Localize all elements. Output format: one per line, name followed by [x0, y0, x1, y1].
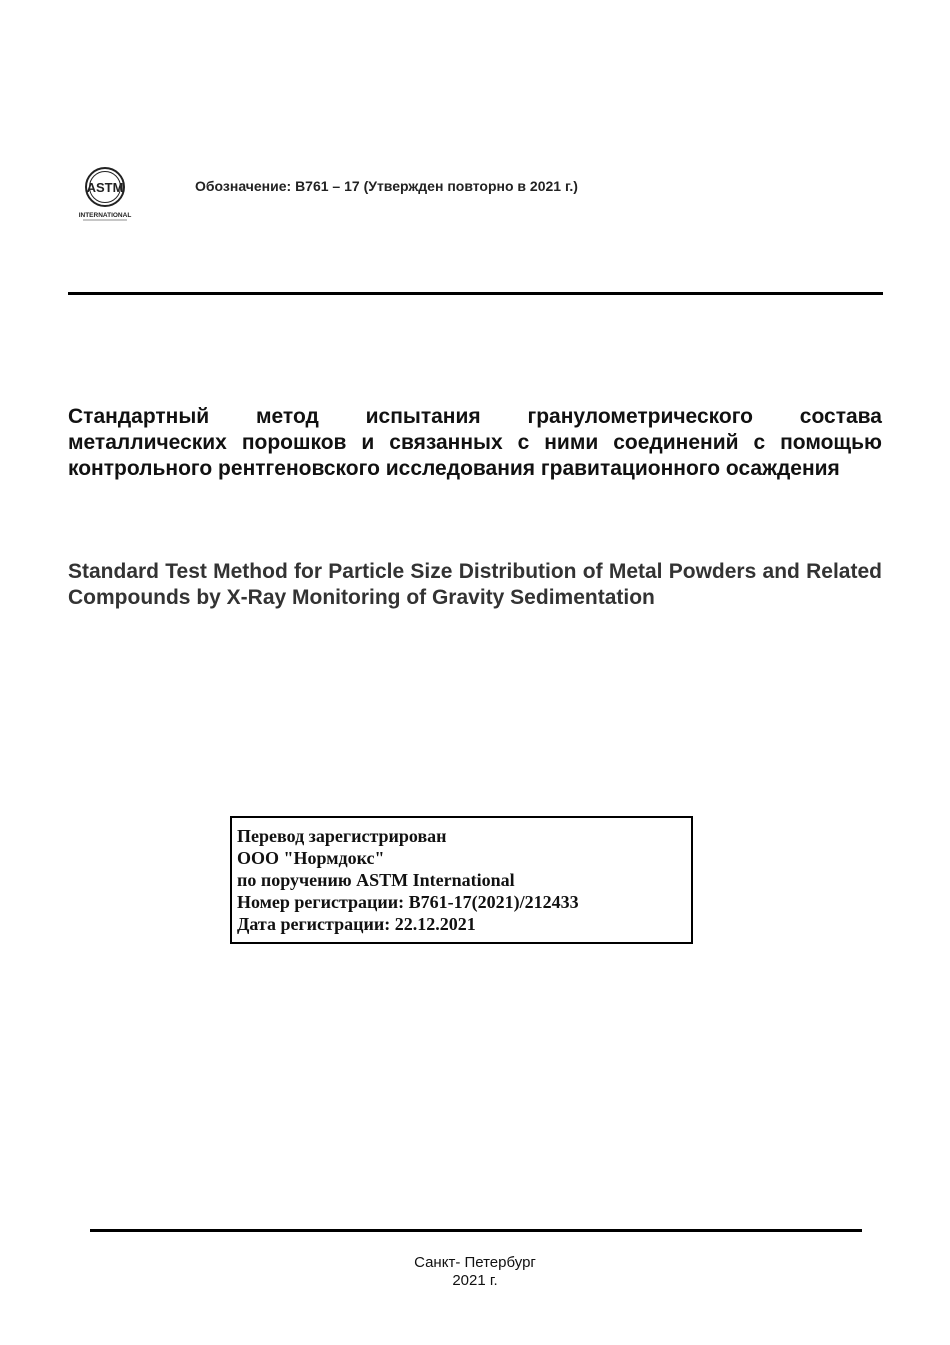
header-divider: [68, 292, 883, 295]
registration-company: ООО "Нормдокс": [237, 848, 385, 868]
svg-text:ASTM: ASTM: [86, 180, 124, 195]
registration-on-behalf: по поручению ASTM International: [237, 870, 515, 890]
document-designation: Обозначение: B761 – 17 (Утвержден повторно в 2021 г.): [195, 178, 578, 194]
title-russian: Стандартный метод испытания гранулометрического состава металлических порошков и связанных с ними соединений с помощью контрольного рентгеновского исследования гравитационного осаждения: [68, 405, 882, 480]
footer: [0, 1254, 950, 1290]
footer-city: Санкт- Петербург: [414, 1254, 536, 1271]
registration-date: Дата регистрации: 22.12.2021: [237, 914, 476, 934]
svg-text:INTERNATIONAL: INTERNATIONAL: [78, 212, 132, 219]
astm-logo-icon: [78, 163, 132, 225]
title-english: Standard Test Method for Particle Size Distribution of Metal Powders and Related Compounds by X-Ray Monitoring of Gravity Sedimentation: [68, 560, 882, 609]
registration-number: Номер регистрации: B761-17(2021)/212433: [237, 892, 579, 912]
footer-year: 2021 г.: [452, 1272, 498, 1289]
footer-divider: [90, 1229, 862, 1232]
registration-status: Перевод зарегистрирован: [237, 826, 447, 846]
registration-box: [230, 816, 693, 944]
